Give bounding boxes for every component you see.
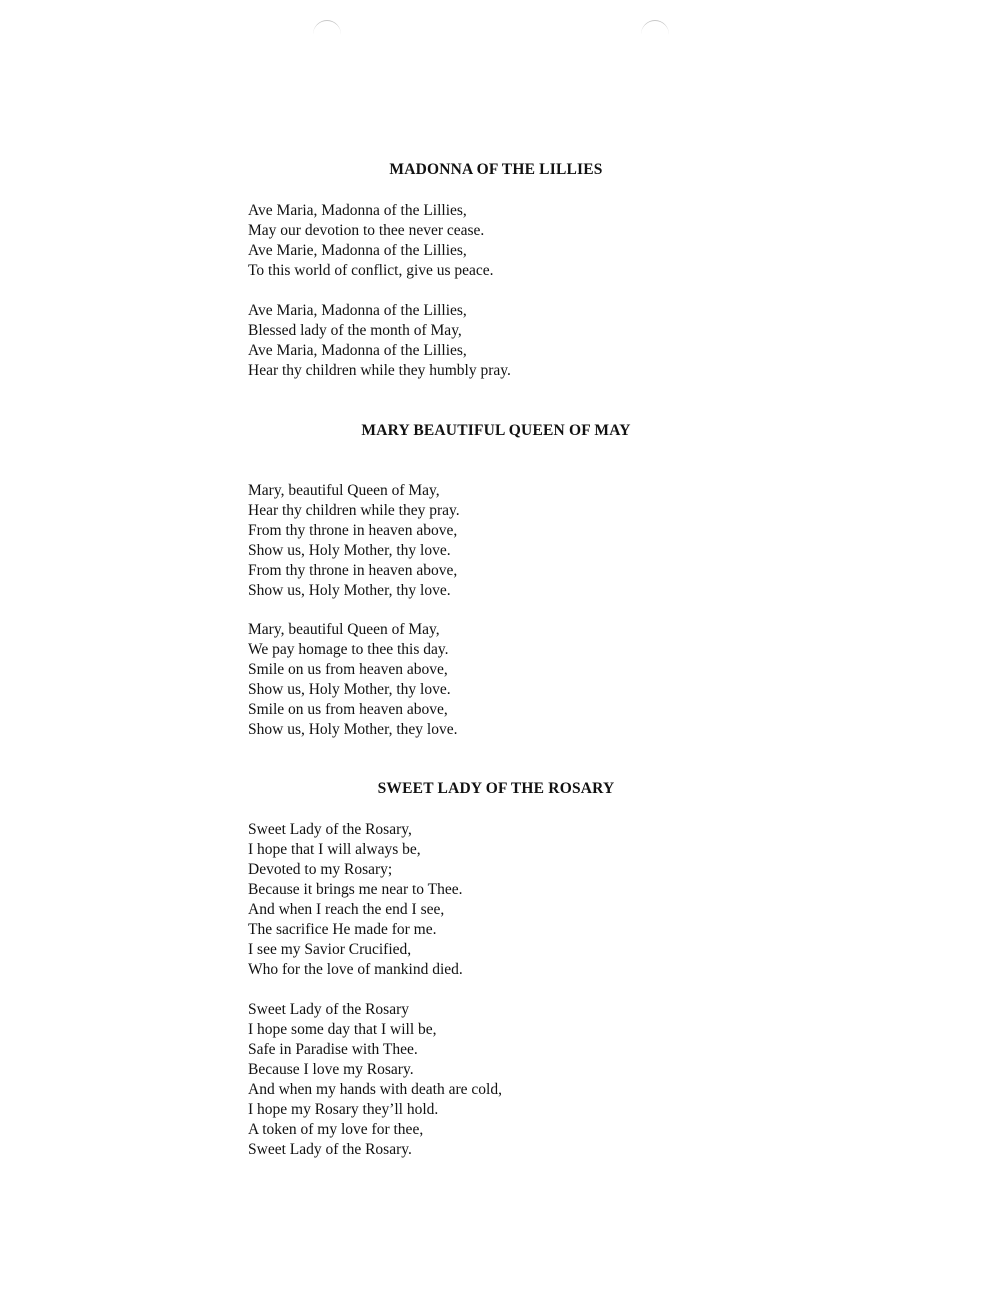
lyric-line: I hope my Rosary they’ll hold. xyxy=(248,1101,439,1118)
lyric-line: I hope that I will always be, xyxy=(248,841,421,858)
lyric-line: From thy throne in heaven above, xyxy=(248,522,458,539)
lyric-line: The sacrifice He made for me. xyxy=(248,921,437,938)
song-3-stanza-2 xyxy=(248,1000,502,1160)
punch-hole-mark-right xyxy=(641,20,669,49)
lyric-line: To this world of conflict, give us peace. xyxy=(248,262,494,279)
lyric-line: Ave Maria, Madonna of the Lillies, xyxy=(248,202,467,219)
lyric-line: Hear thy children while they humbly pray. xyxy=(248,362,511,379)
lyric-line: Sweet Lady of the Rosary, xyxy=(248,821,412,838)
song-3-stanza-1 xyxy=(248,820,463,980)
lyric-line: We pay homage to thee this day. xyxy=(248,641,449,658)
lyric-line: Show us, Holy Mother, thy love. xyxy=(248,542,451,559)
lyric-line: I see my Savior Crucified, xyxy=(248,941,412,958)
lyric-line: Mary, beautiful Queen of May, xyxy=(248,482,440,499)
punch-hole-mark-left xyxy=(313,20,341,49)
lyric-line: A token of my love for thee, xyxy=(248,1121,424,1138)
lyric-line: And when I reach the end I see, xyxy=(248,901,445,918)
lyric-line: And when my hands with death are cold, xyxy=(248,1081,502,1098)
lyric-line: From thy throne in heaven above, xyxy=(248,562,458,579)
lyric-line: Because I love my Rosary. xyxy=(248,1061,414,1078)
lyric-line: Show us, Holy Mother, they love. xyxy=(248,721,458,738)
song-2-stanza-2 xyxy=(248,620,457,740)
lyric-line: Because it brings me near to Thee. xyxy=(248,881,463,898)
lyric-line: Ave Marie, Madonna of the Lillies, xyxy=(248,242,467,259)
song-title-sweet-lady-of-the-rosary: SWEET LADY OF THE ROSARY xyxy=(377,780,615,797)
song-title-madonna-of-the-lillies: MADONNA OF THE LILLIES xyxy=(389,161,603,178)
lyric-line: Smile on us from heaven above, xyxy=(248,701,448,718)
lyric-line: May our devotion to thee never cease. xyxy=(248,222,485,239)
lyric-line: Ave Maria, Madonna of the Lillies, xyxy=(248,302,467,319)
song-1-stanza-1 xyxy=(248,201,494,281)
lyric-line: Show us, Holy Mother, thy love. xyxy=(248,681,451,698)
lyric-line: Ave Maria, Madonna of the Lillies, xyxy=(248,342,467,359)
lyric-line: Who for the love of mankind died. xyxy=(248,961,463,978)
lyric-line: Show us, Holy Mother, thy love. xyxy=(248,582,451,599)
song-1-stanza-2 xyxy=(248,301,511,381)
lyric-line: I hope some day that I will be, xyxy=(248,1021,437,1038)
lyric-line: Smile on us from heaven above, xyxy=(248,661,448,678)
song-2-stanza-1 xyxy=(248,481,460,601)
lyric-line: Hear thy children while they pray. xyxy=(248,502,460,519)
song-title-mary-beautiful-queen-of-may: MARY BEAUTIFUL QUEEN OF MAY xyxy=(361,422,631,439)
lyric-line: Devoted to my Rosary; xyxy=(248,861,393,878)
lyric-line: Blessed lady of the month of May, xyxy=(248,322,462,339)
lyric-line: Sweet Lady of the Rosary. xyxy=(248,1141,412,1158)
lyric-line: Sweet Lady of the Rosary xyxy=(248,1001,409,1018)
lyric-line: Mary, beautiful Queen of May, xyxy=(248,621,440,638)
lyric-line: Safe in Paradise with Thee. xyxy=(248,1041,418,1058)
